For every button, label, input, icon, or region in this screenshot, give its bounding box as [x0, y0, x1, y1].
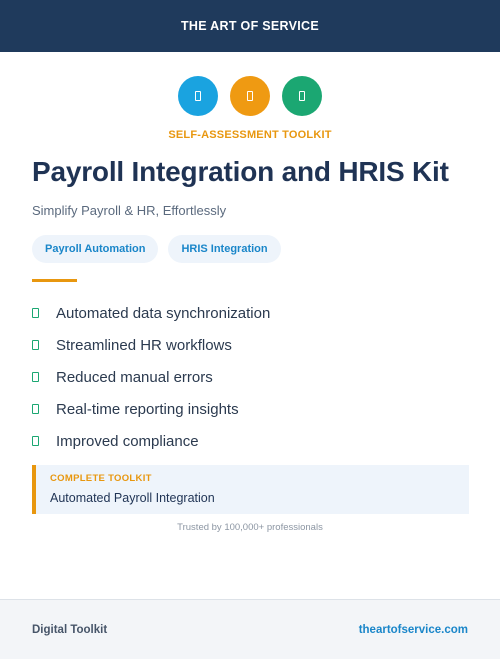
tag-payroll-automation[interactable]: Payroll Automation: [32, 235, 158, 263]
header-bar: [0, 0, 500, 52]
book-glyph: [195, 91, 201, 101]
checklist-glyph: [299, 91, 305, 101]
feature-text: Improved compliance: [56, 432, 199, 450]
feature-item: [32, 361, 270, 393]
tag-list: [32, 235, 281, 263]
feature-item: [32, 393, 270, 425]
check-icon: [32, 436, 39, 446]
footer-label: Digital Toolkit: [32, 623, 108, 636]
tag-hris-integration[interactable]: HRIS Integration: [168, 235, 280, 263]
feature-item: [32, 297, 270, 329]
callout-label: COMPLETE TOOLKIT: [50, 473, 152, 484]
checklist-icon: [282, 76, 322, 116]
feature-item: [32, 329, 270, 361]
footer-bar: [0, 599, 500, 659]
trusted-note: Trusted by 100,000+ professionals: [177, 522, 323, 533]
feature-text: Real-time reporting insights: [56, 400, 239, 418]
document-icon: [230, 76, 270, 116]
check-icon: [32, 308, 39, 318]
feature-text: Reduced manual errors: [56, 368, 213, 386]
callout-text: Automated Payroll Integration: [50, 491, 215, 505]
check-icon: [32, 340, 39, 350]
feature-text: Streamlined HR workflows: [56, 336, 232, 354]
brand-title: THE ART OF SERVICE: [180, 19, 320, 33]
document-glyph: [247, 91, 253, 101]
check-icon: [32, 404, 39, 414]
feature-item: [32, 425, 270, 457]
check-icon: [32, 372, 39, 382]
accent-divider: [32, 279, 77, 282]
page-subtitle: Simplify Payroll & HR, Effortlessly: [32, 203, 227, 218]
feature-list: [32, 297, 270, 457]
page-title: Payroll Integration and HRIS Kit: [32, 156, 449, 187]
feature-text: Automated data synchronization: [56, 304, 271, 322]
toolkit-kicker: SELF-ASSESSMENT TOOLKIT: [168, 129, 332, 141]
footer-website-link[interactable]: theartofservice.com: [358, 623, 468, 636]
toolkit-callout: [32, 465, 469, 514]
icon-row: [0, 76, 500, 116]
book-icon: [178, 76, 218, 116]
